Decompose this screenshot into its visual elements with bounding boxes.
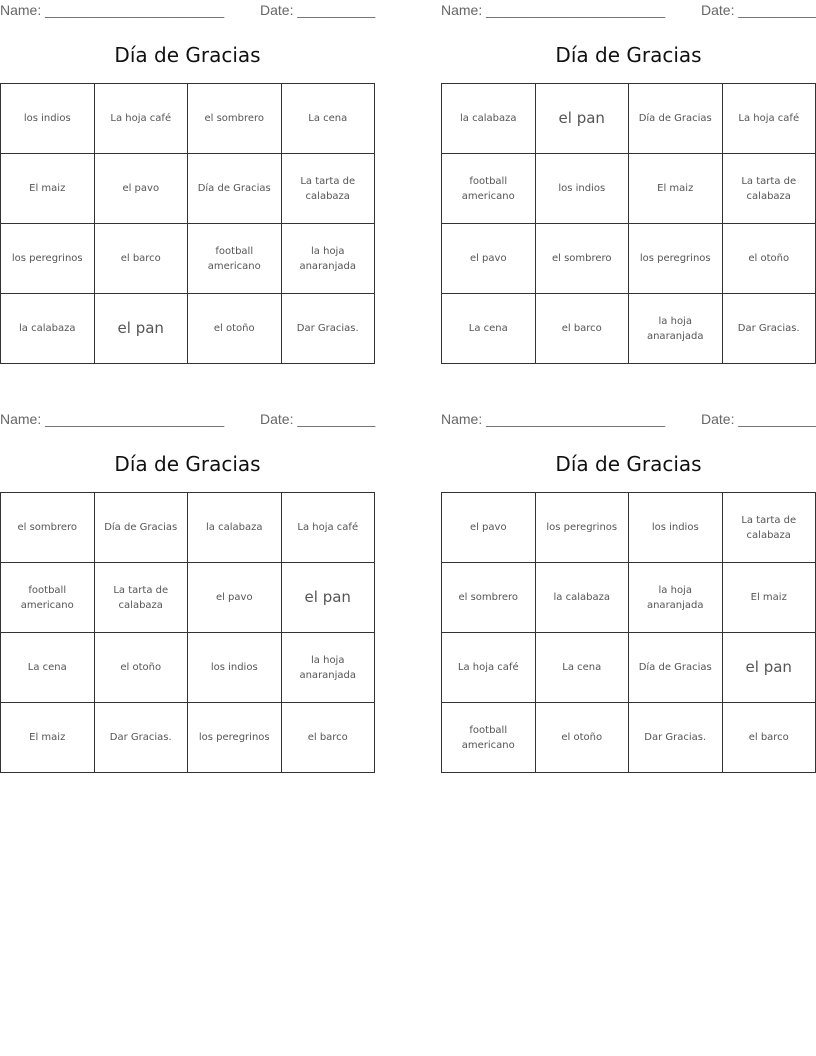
card-title: Día de Gracias	[555, 43, 702, 67]
bingo-cell: la hoja anaranjada	[281, 224, 375, 294]
bingo-cell: El maiz	[1, 154, 95, 224]
bingo-cell: los peregrinos	[188, 703, 282, 773]
bingo-cell: la calabaza	[1, 294, 95, 364]
bingo-cell: el pavo	[442, 493, 536, 563]
bingo-cell: Día de Gracias	[188, 154, 282, 224]
bingo-cell: el otoño	[722, 224, 816, 294]
bingo-cell: el pan	[535, 84, 629, 154]
grid-row	[1, 294, 375, 364]
bingo-cell: La hoja café	[94, 84, 188, 154]
bingo-cell: La hoja café	[442, 633, 536, 703]
bingo-cell: la hoja anaranjada	[629, 294, 723, 364]
bingo-cell: el otoño	[188, 294, 282, 364]
bingo-cell: la hoja anaranjada	[629, 563, 723, 633]
bingo-cell: el sombrero	[1, 493, 95, 563]
bingo-cell: el pan	[94, 294, 188, 364]
grid-row	[442, 493, 816, 563]
grid-row	[1, 224, 375, 294]
bingo-cell: La tarta de calabaza	[722, 493, 816, 563]
date-label: Date: __________	[260, 411, 376, 427]
bingo-cell: los peregrinos	[535, 493, 629, 563]
grid-row	[442, 84, 816, 154]
bingo-cell: los peregrinos	[629, 224, 723, 294]
bingo-cell: La cena	[281, 84, 375, 154]
grid-row	[1, 493, 375, 563]
grid-row	[442, 224, 816, 294]
bingo-cell: Día de Gracias	[629, 633, 723, 703]
bingo-cell: los indios	[1, 84, 95, 154]
bingo-cell: Día de Gracias	[629, 84, 723, 154]
date-label: Date: __________	[260, 2, 376, 18]
bingo-cell: la calabaza	[535, 563, 629, 633]
bingo-cell: el barco	[535, 294, 629, 364]
bingo-cell: el sombrero	[188, 84, 282, 154]
bingo-cell: La tarta de calabaza	[94, 563, 188, 633]
bingo-cell: los indios	[629, 493, 723, 563]
grid-row	[442, 563, 816, 633]
grid-row	[1, 154, 375, 224]
bingo-cell: football americano	[1, 563, 95, 633]
bingo-cell: la calabaza	[442, 84, 536, 154]
bingo-cell: el otoño	[94, 633, 188, 703]
grid-row	[1, 633, 375, 703]
bingo-cell: La cena	[1, 633, 95, 703]
bingo-cell: el barco	[722, 703, 816, 773]
bingo-cell: El maiz	[1, 703, 95, 773]
bingo-grid	[441, 83, 816, 364]
bingo-cell: el pavo	[442, 224, 536, 294]
bingo-cell: el barco	[281, 703, 375, 773]
bingo-cell: el pan	[281, 563, 375, 633]
bingo-cell: Dar Gracias.	[281, 294, 375, 364]
grid-row	[1, 703, 375, 773]
bingo-cell: El maiz	[722, 563, 816, 633]
bingo-cell: La hoja café	[281, 493, 375, 563]
bingo-cell: La tarta de calabaza	[722, 154, 816, 224]
bingo-cell: La cena	[535, 633, 629, 703]
bingo-cell: football americano	[442, 703, 536, 773]
bingo-cell: los indios	[188, 633, 282, 703]
bingo-cell: Día de Gracias	[94, 493, 188, 563]
bingo-cell: La cena	[442, 294, 536, 364]
bingo-cell: la calabaza	[188, 493, 282, 563]
bingo-cell: football americano	[188, 224, 282, 294]
grid-row	[442, 703, 816, 773]
bingo-cell: el pavo	[94, 154, 188, 224]
grid-row	[1, 84, 375, 154]
bingo-cell: el otoño	[535, 703, 629, 773]
card-title: Día de Gracias	[114, 452, 261, 476]
name-label: Name: _______________________	[0, 2, 225, 18]
bingo-cell: el sombrero	[535, 224, 629, 294]
grid-row	[442, 294, 816, 364]
bingo-cell: La hoja café	[722, 84, 816, 154]
bingo-cell: el pan	[722, 633, 816, 703]
card-title: Día de Gracias	[114, 43, 261, 67]
bingo-cell: El maiz	[629, 154, 723, 224]
bingo-grid	[441, 492, 816, 773]
grid-row	[442, 633, 816, 703]
grid-row	[1, 563, 375, 633]
date-label: Date: __________	[701, 411, 816, 427]
name-label: Name: _______________________	[441, 2, 666, 18]
bingo-cell: Dar Gracias.	[94, 703, 188, 773]
name-label: Name: _______________________	[441, 411, 666, 427]
bingo-cell: Dar Gracias.	[629, 703, 723, 773]
bingo-cell: football americano	[442, 154, 536, 224]
bingo-cell: los peregrinos	[1, 224, 95, 294]
bingo-cell: la hoja anaranjada	[281, 633, 375, 703]
bingo-cell: Dar Gracias.	[722, 294, 816, 364]
bingo-cell: los indios	[535, 154, 629, 224]
date-label: Date: __________	[701, 2, 816, 18]
bingo-cell: el sombrero	[442, 563, 536, 633]
name-label: Name: _______________________	[0, 411, 225, 427]
card-title: Día de Gracias	[555, 452, 702, 476]
bingo-grid	[0, 83, 375, 364]
bingo-cell: el barco	[94, 224, 188, 294]
bingo-grid	[0, 492, 375, 773]
bingo-cell: el pavo	[188, 563, 282, 633]
grid-row	[442, 154, 816, 224]
bingo-cell: La tarta de calabaza	[281, 154, 375, 224]
